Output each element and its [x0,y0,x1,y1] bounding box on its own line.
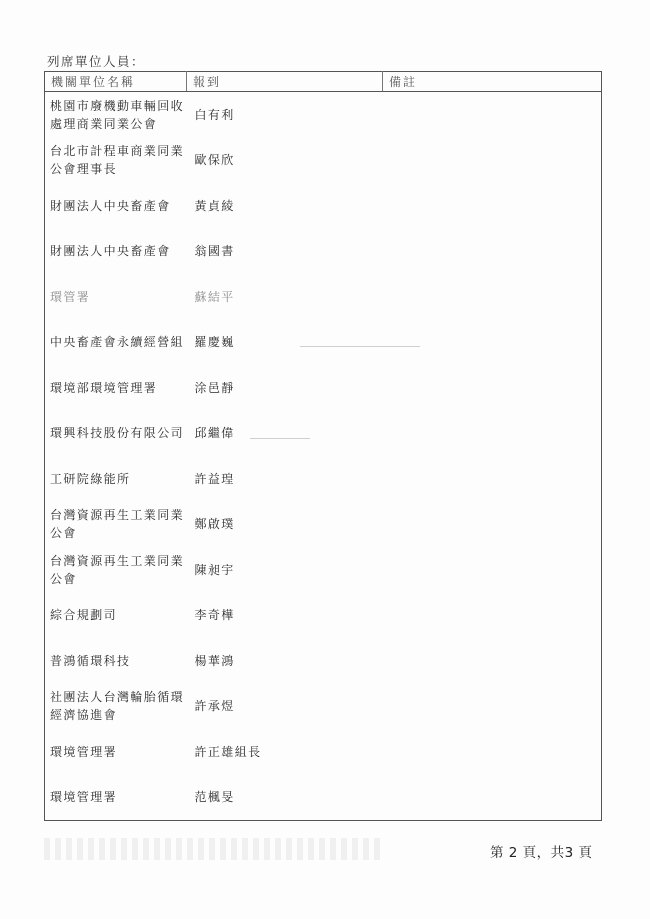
table-row [45,729,602,775]
attendee-name-cell: 李奇樺 [194,608,235,623]
header-check-in: 報到 [187,72,383,92]
remarks-cell [383,456,602,502]
table-row [45,365,602,411]
remarks-cell [383,183,602,229]
table-header-row [45,72,602,92]
attendee-name-cell: 許正雄組長 [194,744,262,759]
organization-cell: 台灣資源再生工業同業公會 [50,508,185,541]
remarks-cell [383,638,602,684]
table-row [45,684,602,730]
attendee-name-cell: 黃貞綾 [194,198,235,213]
section-label: 列席單位人員： [47,54,146,69]
remarks-cell [383,320,602,366]
remarks-cell [383,775,602,821]
remarks-cell [383,92,602,138]
remarks-cell [383,138,602,184]
bleed-through-artifact [44,838,384,860]
table-row [45,456,602,502]
remarks-cell [383,411,602,457]
table-row [45,183,602,229]
remarks-cell [383,274,602,320]
table-row [45,138,602,184]
organization-cell: 桃園市廢機動車輛回收處理商業同業公會 [50,98,185,131]
attendee-name-cell: 白有利 [194,107,235,122]
attendee-name-cell: 羅慶巍 [194,335,235,350]
table-row [45,92,602,138]
table-row [45,775,602,821]
attendee-name-cell: 許承煜 [194,699,235,714]
header-remarks: 備註 [383,72,602,92]
organization-cell: 環興科技股份有限公司 [50,426,185,441]
table-row [45,502,602,548]
organization-cell: 環管署 [50,289,91,304]
remarks-cell [383,593,602,639]
attendee-name-cell: 楊華鴻 [194,653,235,668]
scan-artifact [300,346,420,347]
remarks-cell [383,365,602,411]
attendee-name-cell: 涂邑靜 [194,380,235,395]
attendance-table [44,71,602,821]
remarks-cell [383,547,602,593]
organization-cell: 台灣資源再生工業同業公會 [50,553,185,586]
attendee-name-cell: 陳昶宇 [194,562,235,577]
organization-cell: 普鴻循環科技 [50,653,131,668]
remarks-cell [383,729,602,775]
organization-cell: 社團法人台灣輪胎循環經濟協進會 [50,690,185,723]
table-row [45,411,602,457]
organization-cell: 環境管理署 [50,744,118,759]
organization-cell: 台北市計程車商業同業公會理事長 [50,144,185,177]
attendee-name-cell: 范楓旻 [194,790,235,805]
organization-cell: 綜合規劃司 [50,608,118,623]
remarks-cell [383,229,602,275]
scan-artifact [250,438,310,439]
header-organization: 機關單位名稱 [45,72,187,92]
table-row [45,274,602,320]
organization-cell: 中央畜產會永續經營組 [50,335,185,350]
table-row [45,547,602,593]
table-row [45,229,602,275]
attendee-name-cell: 蘇結平 [194,289,235,304]
organization-cell: 財團法人中央畜產會 [50,198,171,213]
table-row [45,320,602,366]
table-row [45,638,602,684]
organization-cell: 環境管理署 [50,790,118,805]
organization-cell: 財團法人中央畜產會 [50,244,171,259]
attendee-name-cell: 邱繼偉 [194,426,235,441]
organization-cell: 工研院綠能所 [50,471,131,486]
attendee-name-cell: 鄭啟璞 [194,517,235,532]
page-number: 第 2 頁，共3 頁 [490,845,593,861]
attendee-name-cell: 歐保欣 [194,153,235,168]
attendee-name-cell: 翁國書 [194,244,235,259]
remarks-cell [383,684,602,730]
remarks-cell [383,502,602,548]
organization-cell: 環境部環境管理署 [50,380,158,395]
attendee-name-cell: 許益瑝 [194,471,235,486]
table-row [45,593,602,639]
